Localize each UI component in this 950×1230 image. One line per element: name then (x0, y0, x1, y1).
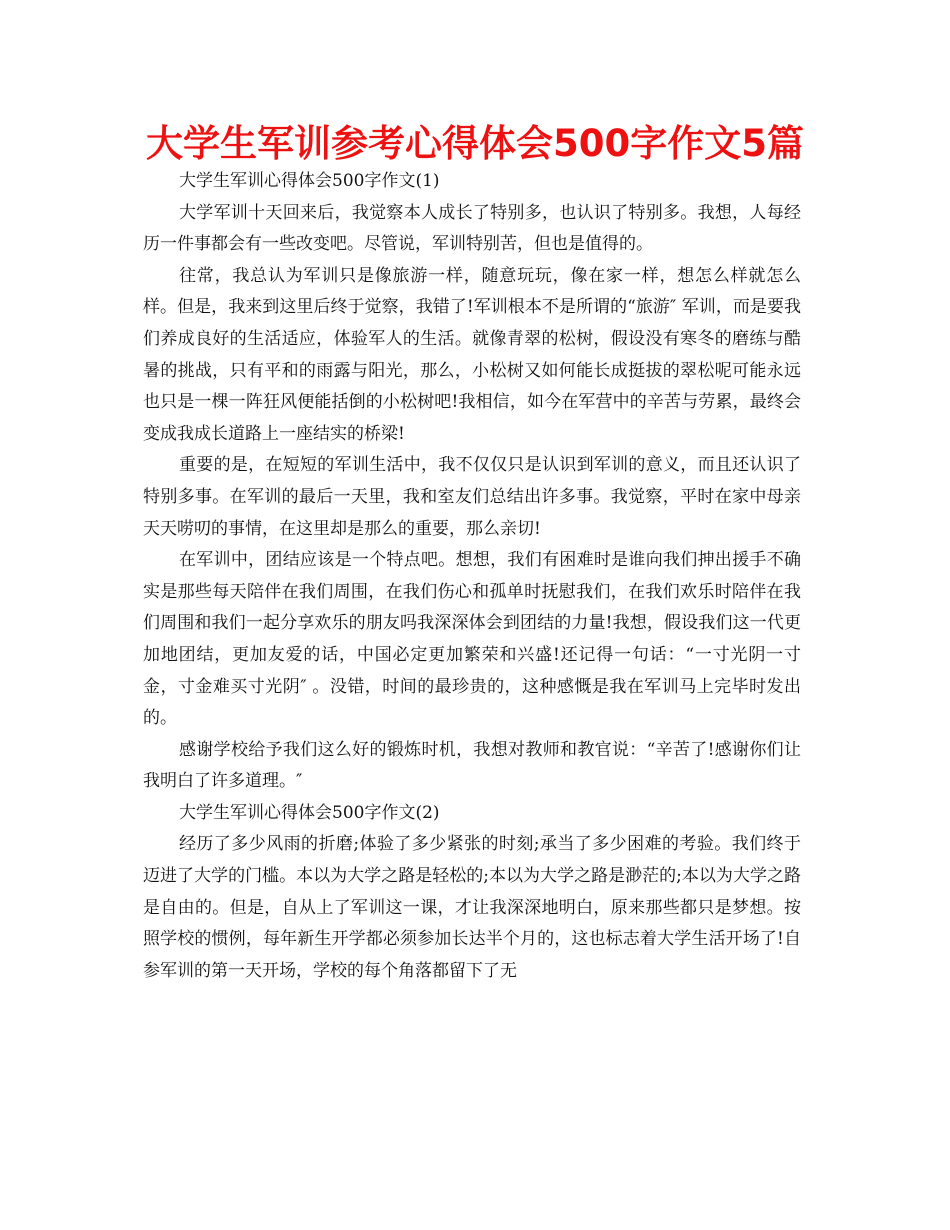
document-title: 大学生军训参考心得体会500字作文5篇 (146, 122, 804, 165)
paragraph: 往常，我总认为军训只是像旅游一样，随意玩玩，像在家一样，想怎么样就怎么样。但是，我来到这里后终于觉察，我错了!军训根本不是所谓的“旅游″ 军训，而是要我们养成良好的生活适应，体验军人的生活。就像青翠的松树，假设没有寒冬的磨练与酷暑的挑战，只有平和的雨露与阳光，那么，小松树又如何能长成挺拔的翠松呢可能永远也只是一棵一阵狂风便能括倒的小松树吧!我相信，如今在军营中的辛苦与劳累，最终会变成我成长道路上一座结实的桥梁! (143, 265, 801, 444)
paragraph: 大学军训十天回来后，我觉察本人成长了特别多，也认识了特别多。我想，人每经历一件事都会有一些改变吧。尽管说，军训特别苦，但也是值得的。 (143, 202, 801, 255)
paragraph: 重要的是，在短短的军训生活中，我不仅仅只是认识到军训的意义，而且还认识了特别多事。在军训的最后一天里，我和室友们总结出许多事。我觉察，平时在家中母亲天天唠叨的事情，在这里却是那么的重要，那么亲切! (143, 455, 801, 539)
paragraph: 经历了多少风雨的折磨;体验了多少紧张的时刻;承当了多少困难的考验。我们终于迈进了大学的门槛。本以为大学之路是轻松的;本以为大学之路是渺茫的;本以为大学之路是自由的。但是，自从上了军训这一课，才让我深深地明白，原来那些都只是梦想。按照学校的惯例，每年新生开学都必须参加长达半个月的，这也标志着大学生活开场了!自参军训的第一天开场，学校的每个角落都留下了无 (143, 834, 801, 981)
paragraph: 感谢学校给予我们这么好的锻炼时机，我想对教师和教官说：“辛苦了!感谢你们让我明白了许多道理。″ (143, 739, 801, 792)
paragraph: 在军训中，团结应该是一个特点吧。想想，我们有困难时是谁向我们抻出援手不确实是那些每天陪伴在我们周围，在我们伤心和孤单时抚慰我们，在我们欢乐时陪伴在我们周围和我们一起分享欢乐的朋友吗我深深体会到团结的力量!我想，假设我们这一代更加地团结，更加友爱的话，中国必定更加繁荣和兴盛!还记得一句话：“一寸光阴一寸金，寸金难买寸光阴″ 。没错，时间的最珍贵的，这种感慨是我在军训马上完毕时发出的。 (143, 550, 801, 729)
document-body (143, 166, 801, 987)
section-heading: 大学生军训心得体会500字作文(2) (179, 802, 440, 823)
section-heading: 大学生军训心得体会500字作文(1) (179, 171, 440, 191)
